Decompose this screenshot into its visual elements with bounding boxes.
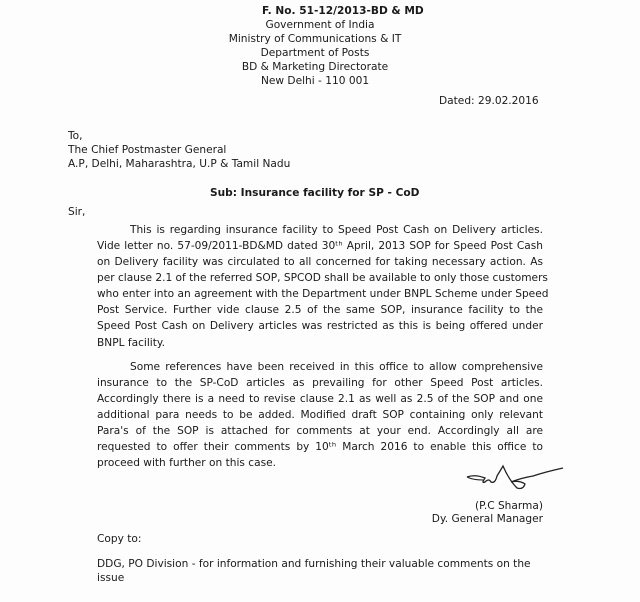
copy-heading: Copy to: xyxy=(97,533,142,545)
text-line: insurance to the SP-CoD articles as prevailing for other Speed Post articles. xyxy=(97,377,543,389)
header-line: Ministry of Communications & IT xyxy=(228,33,402,45)
text-line: requested to offer their comments by 10ᵗʰ March 2016 to enable this office to xyxy=(97,441,543,453)
subject-line: Sub: Insurance facility for SP - CoD xyxy=(210,187,420,199)
to-label: To, xyxy=(68,130,83,142)
text-line: Vide letter no. 57-09/2011-BD&MD dated 30ᵗʰ April, 2013 SOP for Speed Post Cash xyxy=(97,240,543,252)
file-number: F. No. 51-12/2013-BD & MD xyxy=(262,5,424,17)
copy-line: issue xyxy=(97,572,125,584)
header-line: New Delhi - 110 001 xyxy=(260,75,370,87)
text-line: This is regarding insurance facility to Speed Post Cash on Delivery articles. xyxy=(130,224,543,236)
text-line: Speed Post Cash on Delivery articles was restricted as this is being offered under xyxy=(97,320,543,332)
recipient-circles: A.P, Delhi, Maharashtra, U.P & Tamil Nadu xyxy=(68,158,291,170)
copy-line: DDG, PO Division - for information and furnishing their valuable comments on the xyxy=(97,558,531,570)
text-line: Para's of the SOP is attached for comments at your end. Accordingly all are xyxy=(97,425,543,437)
signatory-designation: Dy. General Manager xyxy=(431,513,543,525)
text-line: Post Service. Further vide clause 2.5 of the same SOP, insurance facility to the xyxy=(97,304,543,316)
text-line: BNPL facility. xyxy=(97,337,166,349)
salutation: Sir, xyxy=(68,206,86,218)
text-line: on Delivery facility was circulated to all concerned for taking necessary action. As xyxy=(97,256,543,268)
text-line: Accordingly there is a need to revise clause 2.1 as well as 2.5 of the SOP and one xyxy=(97,393,543,405)
recipient: The Chief Postmaster General xyxy=(68,144,227,156)
signatory-name: (P.C Sharma) xyxy=(474,500,543,512)
text-line: per clause 2.1 of the referred SOP, SPCOD shall be available to only those customers xyxy=(97,272,548,284)
text-line: additional para needs to be added. Modified draft SOP containing only relevant xyxy=(97,409,543,421)
date: Dated: 29.02.2016 xyxy=(439,95,539,107)
header-line: Government of India xyxy=(265,19,375,31)
header-line: Department of Posts xyxy=(260,47,370,59)
header-line: BD & Marketing Directorate xyxy=(241,61,389,73)
signature xyxy=(455,462,565,502)
text-line: proceed with further on this case. xyxy=(97,457,277,469)
text-line: Some references have been received in this office to allow comprehensive xyxy=(130,361,543,373)
text-line: who enter into an agreement with the Department under BNPL Scheme under Speed xyxy=(97,288,549,300)
